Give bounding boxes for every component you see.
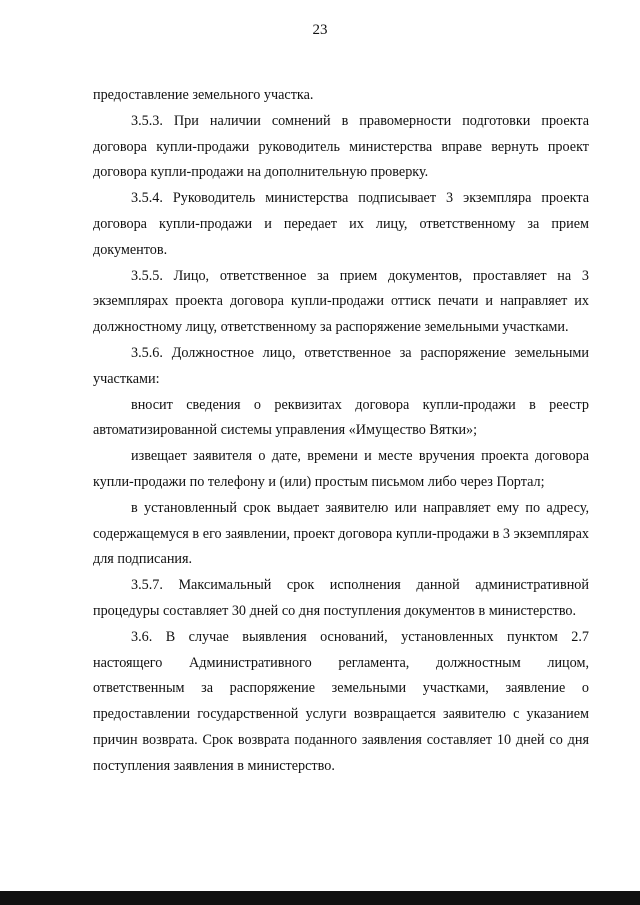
paragraph-3-5-6: 3.5.6. Должностное лицо, ответственное за распоряжение земельными участками: <box>93 344 589 387</box>
paragraph-3-5-3: 3.5.3. При наличии сомнений в правомерности подготовки проекта договора купли-продажи руководитель министерства вправе вернуть проект договора купли-продажи на дополнительную проверку. <box>93 112 589 181</box>
page-number: 23 <box>312 22 328 38</box>
document-body <box>93 83 589 780</box>
paragraph-3-5-6-item-3: в установленный срок выдает заявителю или направляет ему по адресу, содержащемуся в его заявлении, проект договора купли-продажи в 3 экземплярах для подписания. <box>93 499 589 568</box>
paragraph-3-5-7: 3.5.7. Максимальный срок исполнения данной административной процедуры составляет 30 дней со дня поступления документов в министерство. <box>93 577 589 619</box>
paragraph-3-5-5: 3.5.5. Лицо, ответственное за прием документов, проставляет на 3 экземплярах проекта договора купли-продажи оттиск печати и направляет их должностному лицу, ответственному за распоряжение земельными участками. <box>93 267 589 336</box>
paragraph-3-5-4: 3.5.4. Руководитель министерства подписывает 3 экземпляра проекта договора купли-продажи и передает их лицу, ответственному за прием документов. <box>93 190 589 258</box>
paragraph-3-5-6-item-1: вносит сведения о реквизитах договора купли-продажи в реестр автоматизированной системы управления «Имущество Вятки»; <box>93 396 589 439</box>
paragraph-3-5-6-item-2: извещает заявителя о дате, времени и месте вручения проекта договора купли-продажи по телефону и (или) простым письмом либо через Портал; <box>93 448 589 490</box>
paragraph-continuation: предоставление земельного участка. <box>93 87 314 103</box>
paragraph-3-6: 3.6. В случае выявления оснований, установленных пунктом 2.7 настоящего Административного регламента, должностным лицом, ответственным за распоряжение земельными участками, заявление о предоставлении государственной услуги возвращается заявителю с указанием причин возврата. Срок возврата поданного заявления составляет 10 дней со дня поступления заявления в министерство. <box>93 628 589 774</box>
scan-edge-bar <box>0 891 640 905</box>
